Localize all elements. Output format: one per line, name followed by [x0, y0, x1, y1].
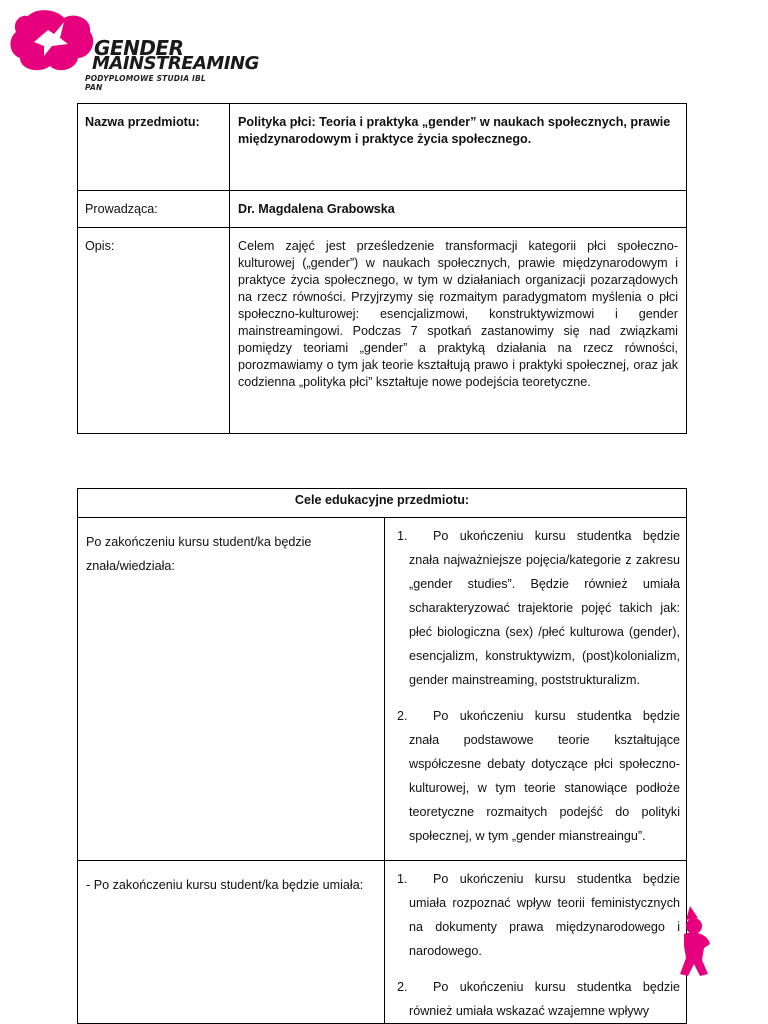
list-item: 2. Po ukończeniu kursu studentka będzie również umiała wskazać wzajemne wpływy — [397, 980, 680, 1018]
course-info-table — [77, 103, 687, 434]
course-name-value: Polityka płci: Teoria i praktyka „gender” w naukach społecznych, prawie międzynarodowym i praktyce życia społecznego. — [230, 104, 687, 191]
table-row — [78, 104, 687, 191]
description-label: Opis: — [78, 228, 230, 434]
description-value: Celem zajęć jest prześledzenie transformacji kategorii płci społeczno-kulturowej („gender”) w naukach społecznych, prawie międzynarodowym i praktyce życia społecznego, w tym w działaniach organizacji pozarządowych na rzecz równości. Przyjrzymy się rozmaitym paradygmatom myślenia o płci społeczno-kulturowej: esencjalizmowi, konstruktywizmowi i gender mainstreamingowi. Podczas 7 spotkań zastanowimy się nad związkami pomiędzy teoriami „gender” a praktyką działania na rzecz równości, porozmawiamy o tym jak teorie kształtują prawo i praktyki społecznej, oraz jak codzienna „polityka płci” kształtuje nowe podejścia teoretyczne. — [230, 228, 687, 434]
knowledge-items — [385, 518, 687, 861]
goals-title: Cele edukacyjne przedmiotu: — [78, 489, 687, 518]
list-item: 2. Po ukończeniu kursu studentka będzie znała podstawowe teorie kształtujące współczesne debaty dotyczące płci społeczno-kulturowej, w tym teorie stanowiące podłoże teoretyczne rozmaitych podejść do polityki społecznej, w tym „gender mianstreaingu”. — [397, 709, 680, 843]
course-name-label: Nazwa przedmiotu: — [78, 104, 230, 191]
list-item: 1. Po ukończeniu kursu studentka będzie znała najważniejsze pojęcia/kategorie z zakresu „gender studies”. Będzie również umiała scharakteryzować trajektorie pojęć takich jak: płeć biologiczna (sex) /płeć kulturowa (gender), esencjalizm, konstruktywizm, (post)kolonializm, gender mainstreaming, poststrukturalizm. — [397, 529, 680, 687]
logo — [8, 8, 259, 92]
logo-title-line1: GENDER — [94, 36, 184, 60]
table-row — [78, 518, 687, 861]
mascot-icon — [676, 904, 716, 982]
skills-label: - Po zakończeniu kursu student/ka będzie umiała: — [78, 861, 385, 1024]
logo-blob-icon — [8, 8, 98, 78]
knowledge-label: Po zakończeniu kursu student/ka będzie znała/wiedziała: — [78, 518, 385, 861]
table-row — [78, 861, 687, 1024]
lecturer-label: Prowadząca: — [78, 191, 230, 228]
table-row — [78, 228, 687, 434]
skills-items — [385, 861, 687, 1024]
educational-goals-table — [77, 488, 687, 1024]
lecturer-value: Dr. Magdalena Grabowska — [230, 191, 687, 228]
table-row — [78, 191, 687, 228]
logo-subtitle: PODYPLOMOWE STUDIA IBL PAN — [85, 74, 206, 92]
logo-title-line2: MAINSTREAMING — [92, 53, 259, 74]
list-item: 1. Po ukończeniu kursu studentka będzie umiała rozpoznać wpływ teorii feministycznych na dokumenty prawa międzynarodowego i narodowego. — [397, 872, 680, 958]
table-row — [78, 489, 687, 518]
